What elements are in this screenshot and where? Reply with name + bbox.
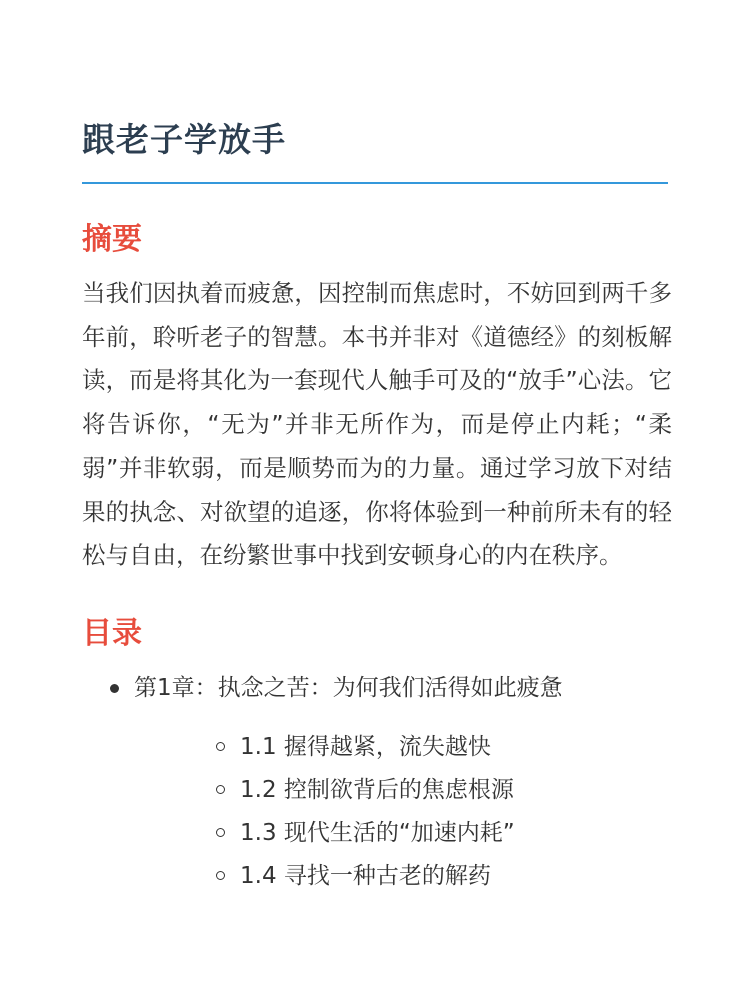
toc-chapter-label: 第1章：执念之苦：为何我们活得如此疲惫 — [134, 674, 563, 701]
hollow-bullet-icon — [216, 742, 225, 751]
table-of-contents — [82, 668, 668, 898]
hollow-bullet-icon — [216, 828, 225, 837]
filled-bullet-icon — [110, 684, 119, 693]
toc-section — [134, 812, 668, 855]
document-title: 跟老子学放手 — [82, 120, 286, 159]
toc-heading: 目录 — [82, 615, 142, 651]
toc-section — [134, 726, 668, 769]
toc-section-label: 1.1 握得越紧，流失越快 — [240, 733, 491, 760]
abstract-heading: 摘要 — [82, 222, 142, 257]
toc-section — [134, 769, 668, 812]
abstract-text: 当我们因执着而疲惫，因控制而焦虑时，不妨回到两千多年前，聆听老子的智慧。本书并非对《道德经》的刻板解读，而是将其化为一套现代人触手可及的“放手”心法。它将告诉你，“无为”并非无所作为，而是停止内耗；“柔弱”并非软弱，而是顺势而为的力量。通过学习放下对结果的执念、对欲望的追逐，你将体验到一种前所未有的轻松与自由，在纷繁世事中找到安顿身心的内在秩序。 — [82, 279, 672, 570]
hollow-bullet-icon — [216, 785, 225, 794]
toc-section-label: 1.2 控制欲背后的焦虑根源 — [240, 776, 514, 803]
hollow-bullet-icon — [216, 871, 225, 880]
toc-chapter — [82, 668, 668, 898]
title-divider — [82, 182, 668, 184]
toc-section — [134, 855, 668, 898]
toc-section-label: 1.3 现代生活的“加速内耗” — [240, 819, 515, 846]
toc-section-label: 1.4 寻找一种古老的解药 — [240, 862, 491, 889]
toc-section-list — [134, 726, 668, 898]
